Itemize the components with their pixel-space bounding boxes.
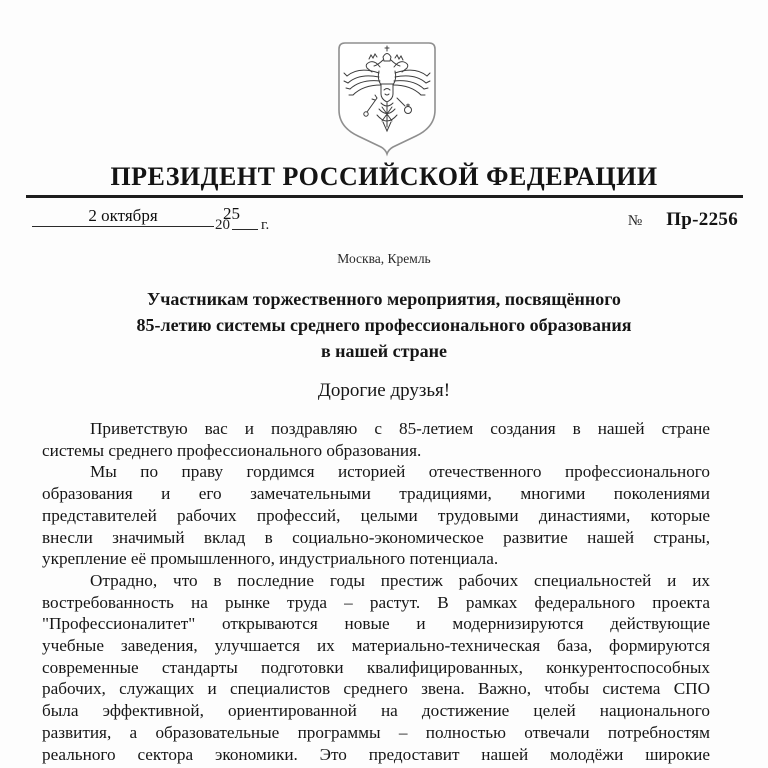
body-line: внесли значимый вклад в социально-экономическое развитие нашей страны, [42,527,710,547]
address-line: Участникам торжественного мероприятия, посвящённого [147,289,621,309]
document-number: Пр-2256 [666,209,738,230]
body-line: представителей рабочих профессий, целыми трудовыми династиями, которые [42,505,710,525]
body-line: востребованность на рынке труда – растут. В рамках федерального проекта [42,592,710,612]
body-line: была эффективной, ориентированной на достижение целей национального [42,701,710,721]
body-paragraph [42,461,710,570]
body-line: реального сектора экономики. Это предоставит нашей молодёжи широкие [42,744,710,764]
body-line: развития, а образовательные программы – полностью отвечали потребностям [42,722,710,742]
body-line: системы среднего профессионального образования. [42,440,422,460]
shield-outline [339,43,435,154]
salutation: Дорогие друзья! [317,380,451,401]
year-written: 25 [223,204,240,223]
number-sign: № [627,213,643,229]
body-line: Приветствую вас и поздравляю с 85-летием создания в нашей стране [90,419,710,438]
date-blank-line [32,206,214,227]
letter-body [42,418,710,765]
body-paragraph [42,418,710,461]
date-century: 20 [215,217,230,233]
body-line: "Профессионалитет" открываются новые и модернизируются действующие [42,614,710,634]
body-line: укрепление её промышленного, индустриального потенциала. [42,549,499,569]
letterhead-title: ПРЕЗИДЕНТ РОССИЙСКОЙ ФЕДЕРАЦИИ [110,162,658,191]
body-line: образования и его замечательными традициями, многими поколениями [42,484,710,504]
year-blank-line [223,204,258,230]
body-line: современные стандарты подготовки квалифицированных, конкурентоспособных [42,657,710,677]
date-suffix: г. [261,217,270,233]
date-line [32,206,270,233]
meta-row [28,198,740,236]
body-line: учебные заведения, улучшается их материально-техническая база, формируются [42,636,710,656]
body-line: Мы по праву гордимся историей отечественного профессионального [90,462,710,482]
coat-of-arms-emblem [331,40,443,162]
body-paragraph [42,570,710,765]
number-line [628,209,738,231]
addressee-block [0,286,768,364]
emblem-container [0,0,768,162]
address-line: в нашей стране [320,341,448,361]
date-written: 2 октября [88,206,158,225]
address-line: 85-летию системы среднего профессионального образования [136,315,632,335]
body-line: Отрадно, что в последние годы престиж рабочих специальностей и их [90,570,710,590]
body-line: рабочих, служащих и специалистов среднего звена. Важно, чтобы система СПО [42,679,710,699]
place-line: Москва, Кремль [337,251,431,266]
